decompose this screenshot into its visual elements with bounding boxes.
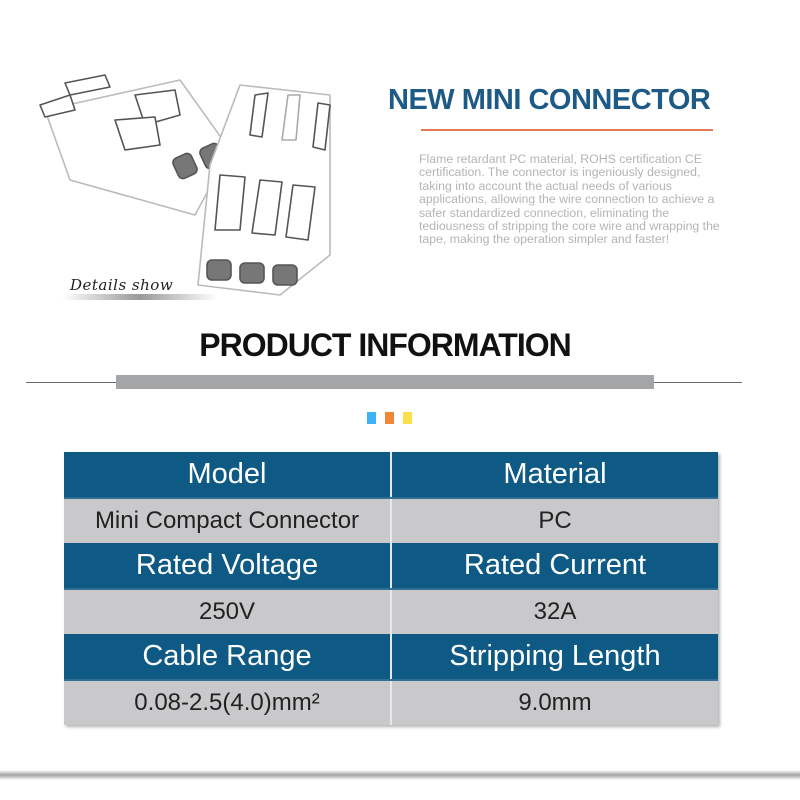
spec-label-rated-current: Rated Current (391, 543, 718, 589)
spec-value-material: PC (391, 498, 718, 543)
details-show-caption: Details show (70, 276, 174, 294)
yellow-dot (403, 412, 412, 424)
spec-label-cable-range: Cable Range (64, 634, 391, 680)
table-row (64, 498, 718, 543)
spec-label-model: Model (64, 452, 391, 498)
spec-value-model: Mini Compact Connector (64, 498, 391, 543)
table-row (64, 634, 718, 680)
bottom-shadow-divider (0, 770, 800, 780)
spec-value-stripping-length: 9.0mm (391, 680, 718, 725)
spec-label-stripping-length: Stripping Length (391, 634, 718, 680)
product-description: Flame retardant PC material, ROHS certification CE certification. The connector is ingeniously designed, taking into account the actual needs of various applications, allowing the wire connection to achieve a safer standardized connection, eliminating the tediousness of stripping the core wire and wrapping the tape, making the operation simpler and faster! (419, 152, 720, 247)
section-divider-thick (116, 375, 654, 389)
blue-dot (367, 412, 376, 424)
product-title: NEW MINI CONNECTOR (388, 84, 711, 116)
table-row (64, 589, 718, 634)
section-title: PRODUCT INFORMATION (199, 327, 571, 363)
spec-value-rated-current: 32A (391, 589, 718, 634)
connector-sketch-image (30, 55, 350, 305)
spec-label-rated-voltage: Rated Voltage (64, 543, 391, 589)
orange-dot (385, 412, 394, 424)
table-row (64, 680, 718, 725)
spec-table (64, 452, 718, 725)
caption-underline (62, 294, 217, 300)
spec-value-cable-range: 0.08-2.5(4.0)mm² (64, 680, 391, 725)
table-row (64, 452, 718, 498)
spec-value-rated-voltage: 250V (64, 589, 391, 634)
table-row (64, 543, 718, 589)
spec-label-material: Material (391, 452, 718, 498)
title-underline (421, 129, 713, 131)
